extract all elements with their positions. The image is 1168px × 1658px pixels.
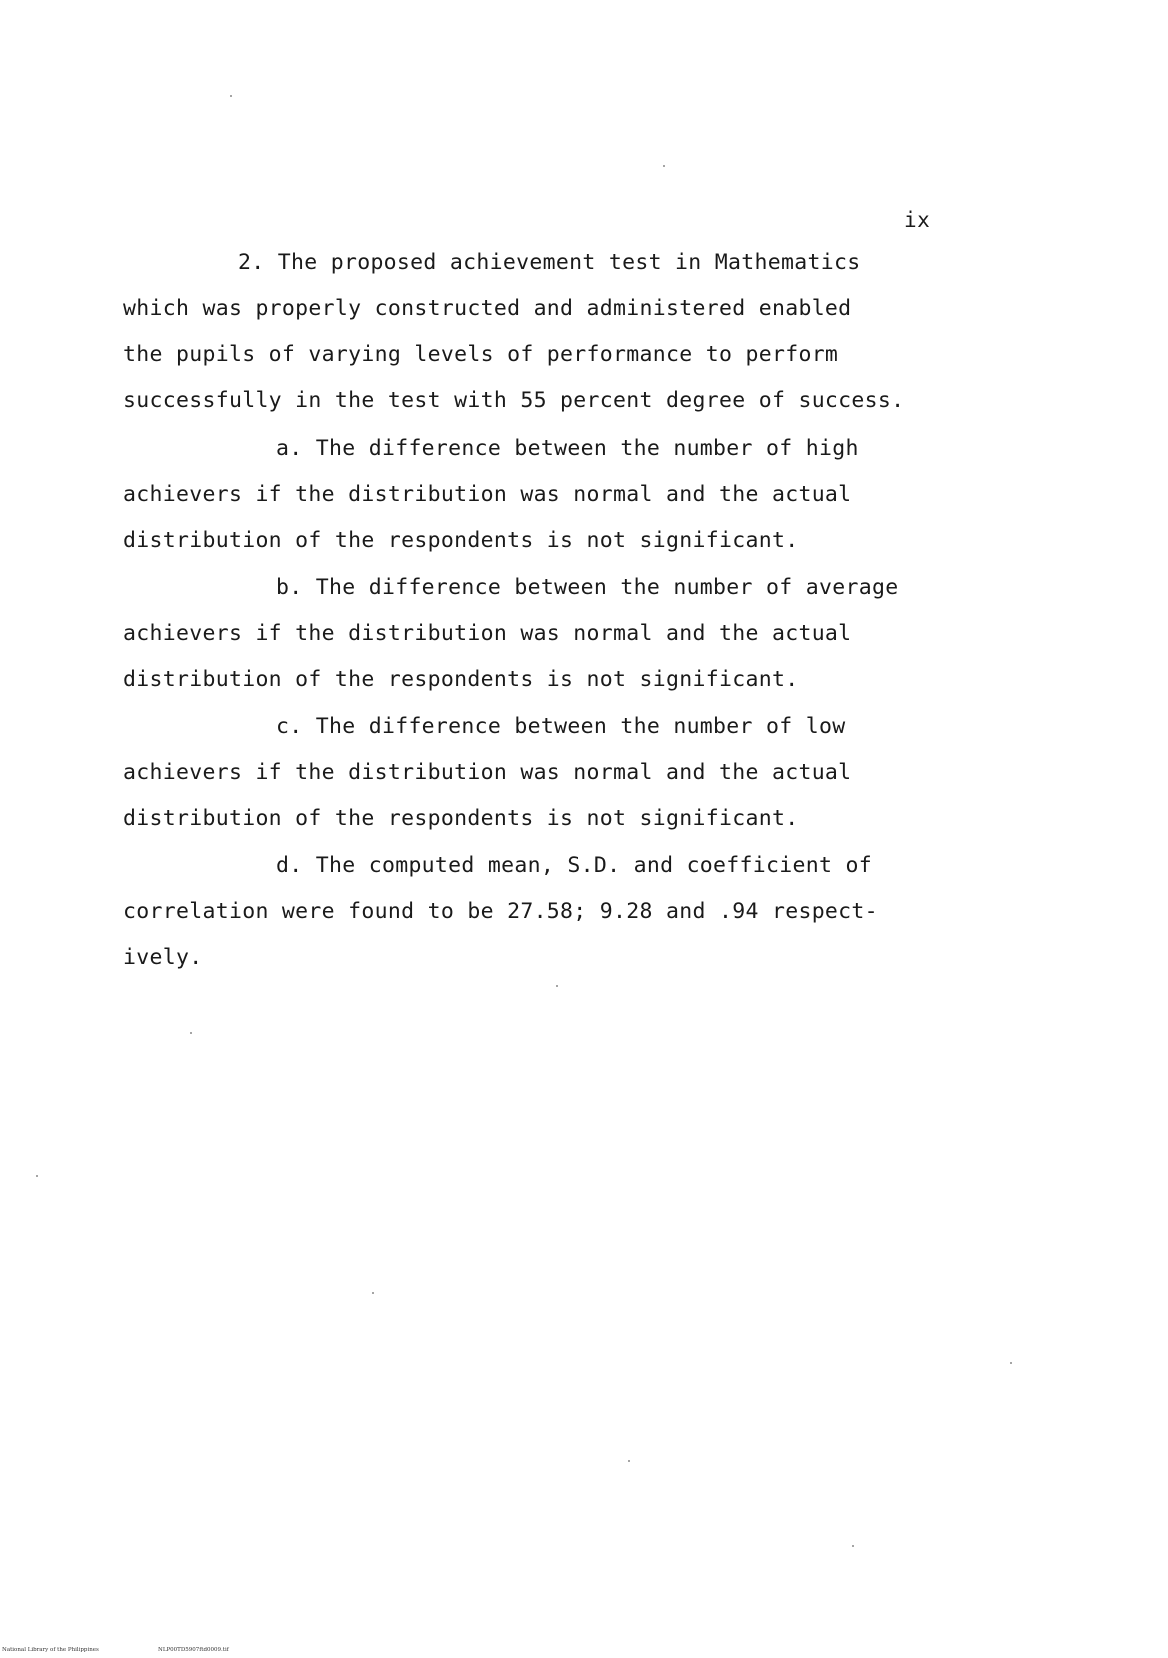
scan-speck xyxy=(628,1460,630,1462)
text-line: distribution of the respondents is not significant. xyxy=(123,806,799,831)
footer-library: National Library of the Philippines xyxy=(2,1647,99,1653)
scan-speck xyxy=(1010,1362,1012,1364)
scan-speck xyxy=(36,1175,38,1177)
text-line: which was properly constructed and administered enabled xyxy=(123,296,852,321)
text-line: achievers if the distribution was normal and the actual xyxy=(123,482,852,507)
text-line: c. The difference between the number of low xyxy=(276,714,846,739)
text-line: distribution of the respondents is not significant. xyxy=(123,667,799,692)
page-number: ix xyxy=(904,208,931,232)
scan-speck xyxy=(190,1032,192,1034)
scan-speck xyxy=(852,1545,854,1547)
text-line: achievers if the distribution was normal and the actual xyxy=(123,621,852,646)
text-line: 2. The proposed achievement test in Mathematics xyxy=(238,250,861,275)
text-line: the pupils of varying levels of performance to perform xyxy=(123,342,839,367)
footer-file-id: NLP00TD5907ftd0009.tif xyxy=(158,1647,229,1653)
text-line: correlation were found to be 27.58; 9.28 and .94 respect- xyxy=(123,899,878,924)
text-line: b. The difference between the number of average xyxy=(276,575,899,600)
text-line: successfully in the test with 55 percent degree of success. xyxy=(123,388,905,413)
scan-speck xyxy=(556,985,558,987)
scan-speck xyxy=(230,95,232,97)
text-line: a. The difference between the number of high xyxy=(276,436,859,461)
scan-speck xyxy=(663,165,665,167)
text-line: d. The computed mean, S.D. and coefficient of xyxy=(276,853,872,878)
text-line: ively. xyxy=(123,945,203,970)
scan-speck xyxy=(372,1292,374,1294)
text-line: distribution of the respondents is not significant. xyxy=(123,528,799,553)
text-line: achievers if the distribution was normal and the actual xyxy=(123,760,852,785)
